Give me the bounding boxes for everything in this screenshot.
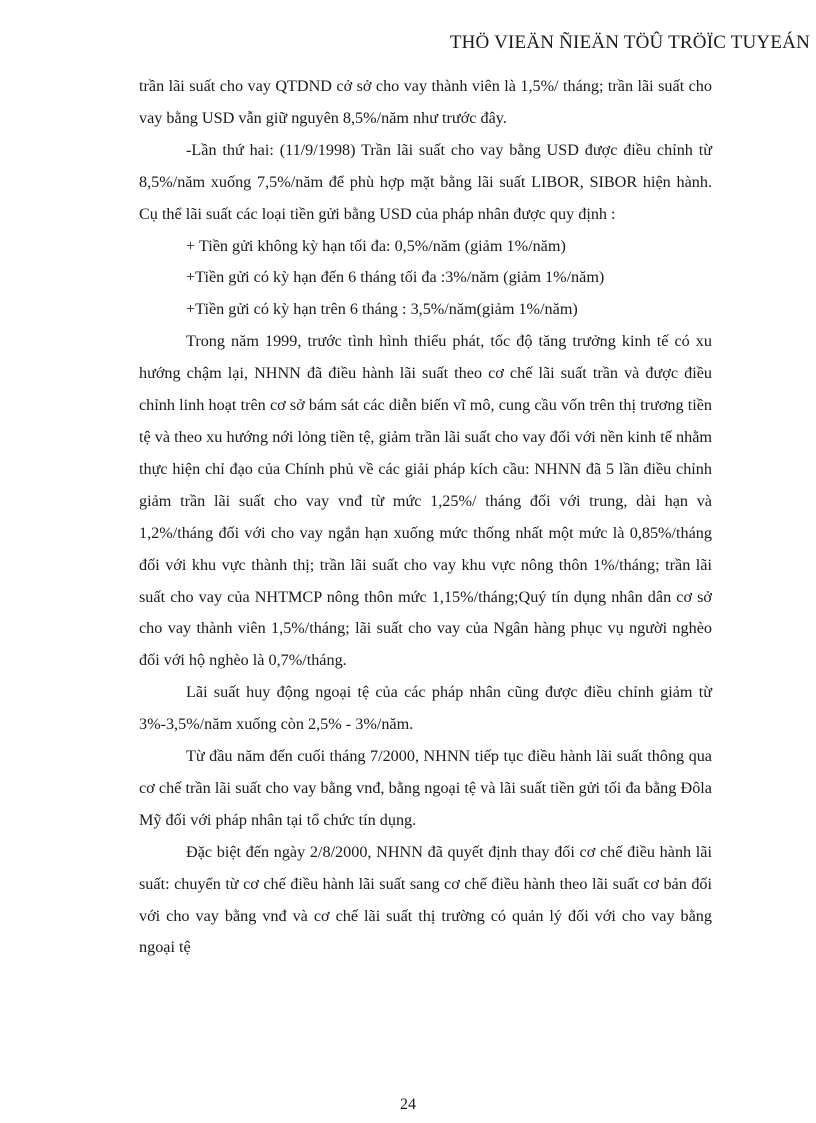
paragraph-1999: Trong năm 1999, trước tình hình thiểu phát, tốc độ tăng trưởng kinh tế có xu hướng chậm lại, NHNN đã điều hành lãi suất theo cơ chế lãi suất trần và được điều chỉnh linh hoạt trên cơ sở bám sát các diễn biến vĩ mô, cung cầu vốn trên thị trương tiền tệ và theo xu hướng nới lỏng tiền tệ, giảm trần lãi suất cho vay đối với nền kinh tế nhằm thực hiện chỉ đạo của Chính phủ về các giải pháp kích cầu: NHNN đã 5 lần điều chỉnh giảm trần lãi suất cho vay vnđ từ mức 1,25%/ tháng đối với trung, dài hạn và 1,2%/tháng đối với cho vay ngắn hạn xuống mức thống nhất một mức là 0,85%/tháng đối với khu vực thành thị; trần lãi suất cho vay khu vực nông thôn 1%/tháng; trần lãi suất cho vay của NHTMCP nông thôn mức 1,15%/tháng;Quý tín dụng nhân dân cơ sở cho vay thành viên 1,5%/tháng; lãi suất cho vay của Ngân hàng phục vụ người nghèo đối với hộ nghèo là 0,7%/tháng.	[139, 332, 712, 670]
list-item-demand-deposit: + Tiền gửi không kỳ hạn tối đa: 0,5%/năm (giảm 1%/năm)	[186, 236, 566, 255]
running-header: THÖ VIEÄN ÑIEÄN TÖÛ TRÖÏC TUYEÁN	[449, 32, 810, 53]
paragraph-continuation: trần lãi suất cho vay QTDND cở sở cho vay thành viên là 1,5%/ tháng; trần lãi suất cho vay bằng USD vẫn giữ nguyên 8,5%/năm như trước đây.	[139, 77, 712, 127]
paragraph-second-adjustment: -Lần thứ hai: (11/9/1998) Trần lãi suất cho vay bằng USD được điều chỉnh từ 8,5%/năm xuống 7,5%/năm để phù hợp mặt bằng lãi suất LIBOR, SIBOR hiện hành. Cụ thể lãi suất các loại tiền gửi bằng USD của pháp nhân được quy định :	[139, 140, 712, 223]
paragraph-foreign-currency-rate: Lãi suất huy động ngoại tệ của các pháp nhân cũng được điều chỉnh giảm từ 3%-3,5%/năm xuống còn 2,5% - 3%/năm.	[139, 683, 712, 734]
list-item-term-deposit-6m: +Tiền gửi có kỳ hạn đến 6 tháng tối đa :3%/năm (giảm 1%/năm)	[186, 268, 605, 287]
list-item-term-deposit-over-6m: +Tiền gửi có kỳ hạn trên 6 tháng : 3,5%/năm(giảm 1%/năm)	[186, 300, 578, 319]
document-body	[139, 71, 712, 964]
page-number: 24	[400, 1096, 416, 1113]
paragraph-august-2000: Đặc biệt đến ngày 2/8/2000, NHNN đã quyết định thay đổi cơ chế điều hành lãi suất: chuyển từ cơ chế điều hành lãi suất sang cơ chế điều hành theo lãi suất cơ bản đối với cho vay bằng vnđ và cơ chế lãi suất thị trường có quản lý đối với cho vay bằng ngoại tệ	[139, 842, 712, 957]
paragraph-2000: Từ đầu năm đến cuối tháng 7/2000, NHNN tiếp tục điều hành lãi suất thông qua cơ chế trần lãi suất cho vay bằng vnđ, bằng ngoại tệ và lãi suất tiền gửi tối đa bằng Đôla Mỹ đối với pháp nhân tại tổ chức tín dụng.	[139, 747, 712, 829]
